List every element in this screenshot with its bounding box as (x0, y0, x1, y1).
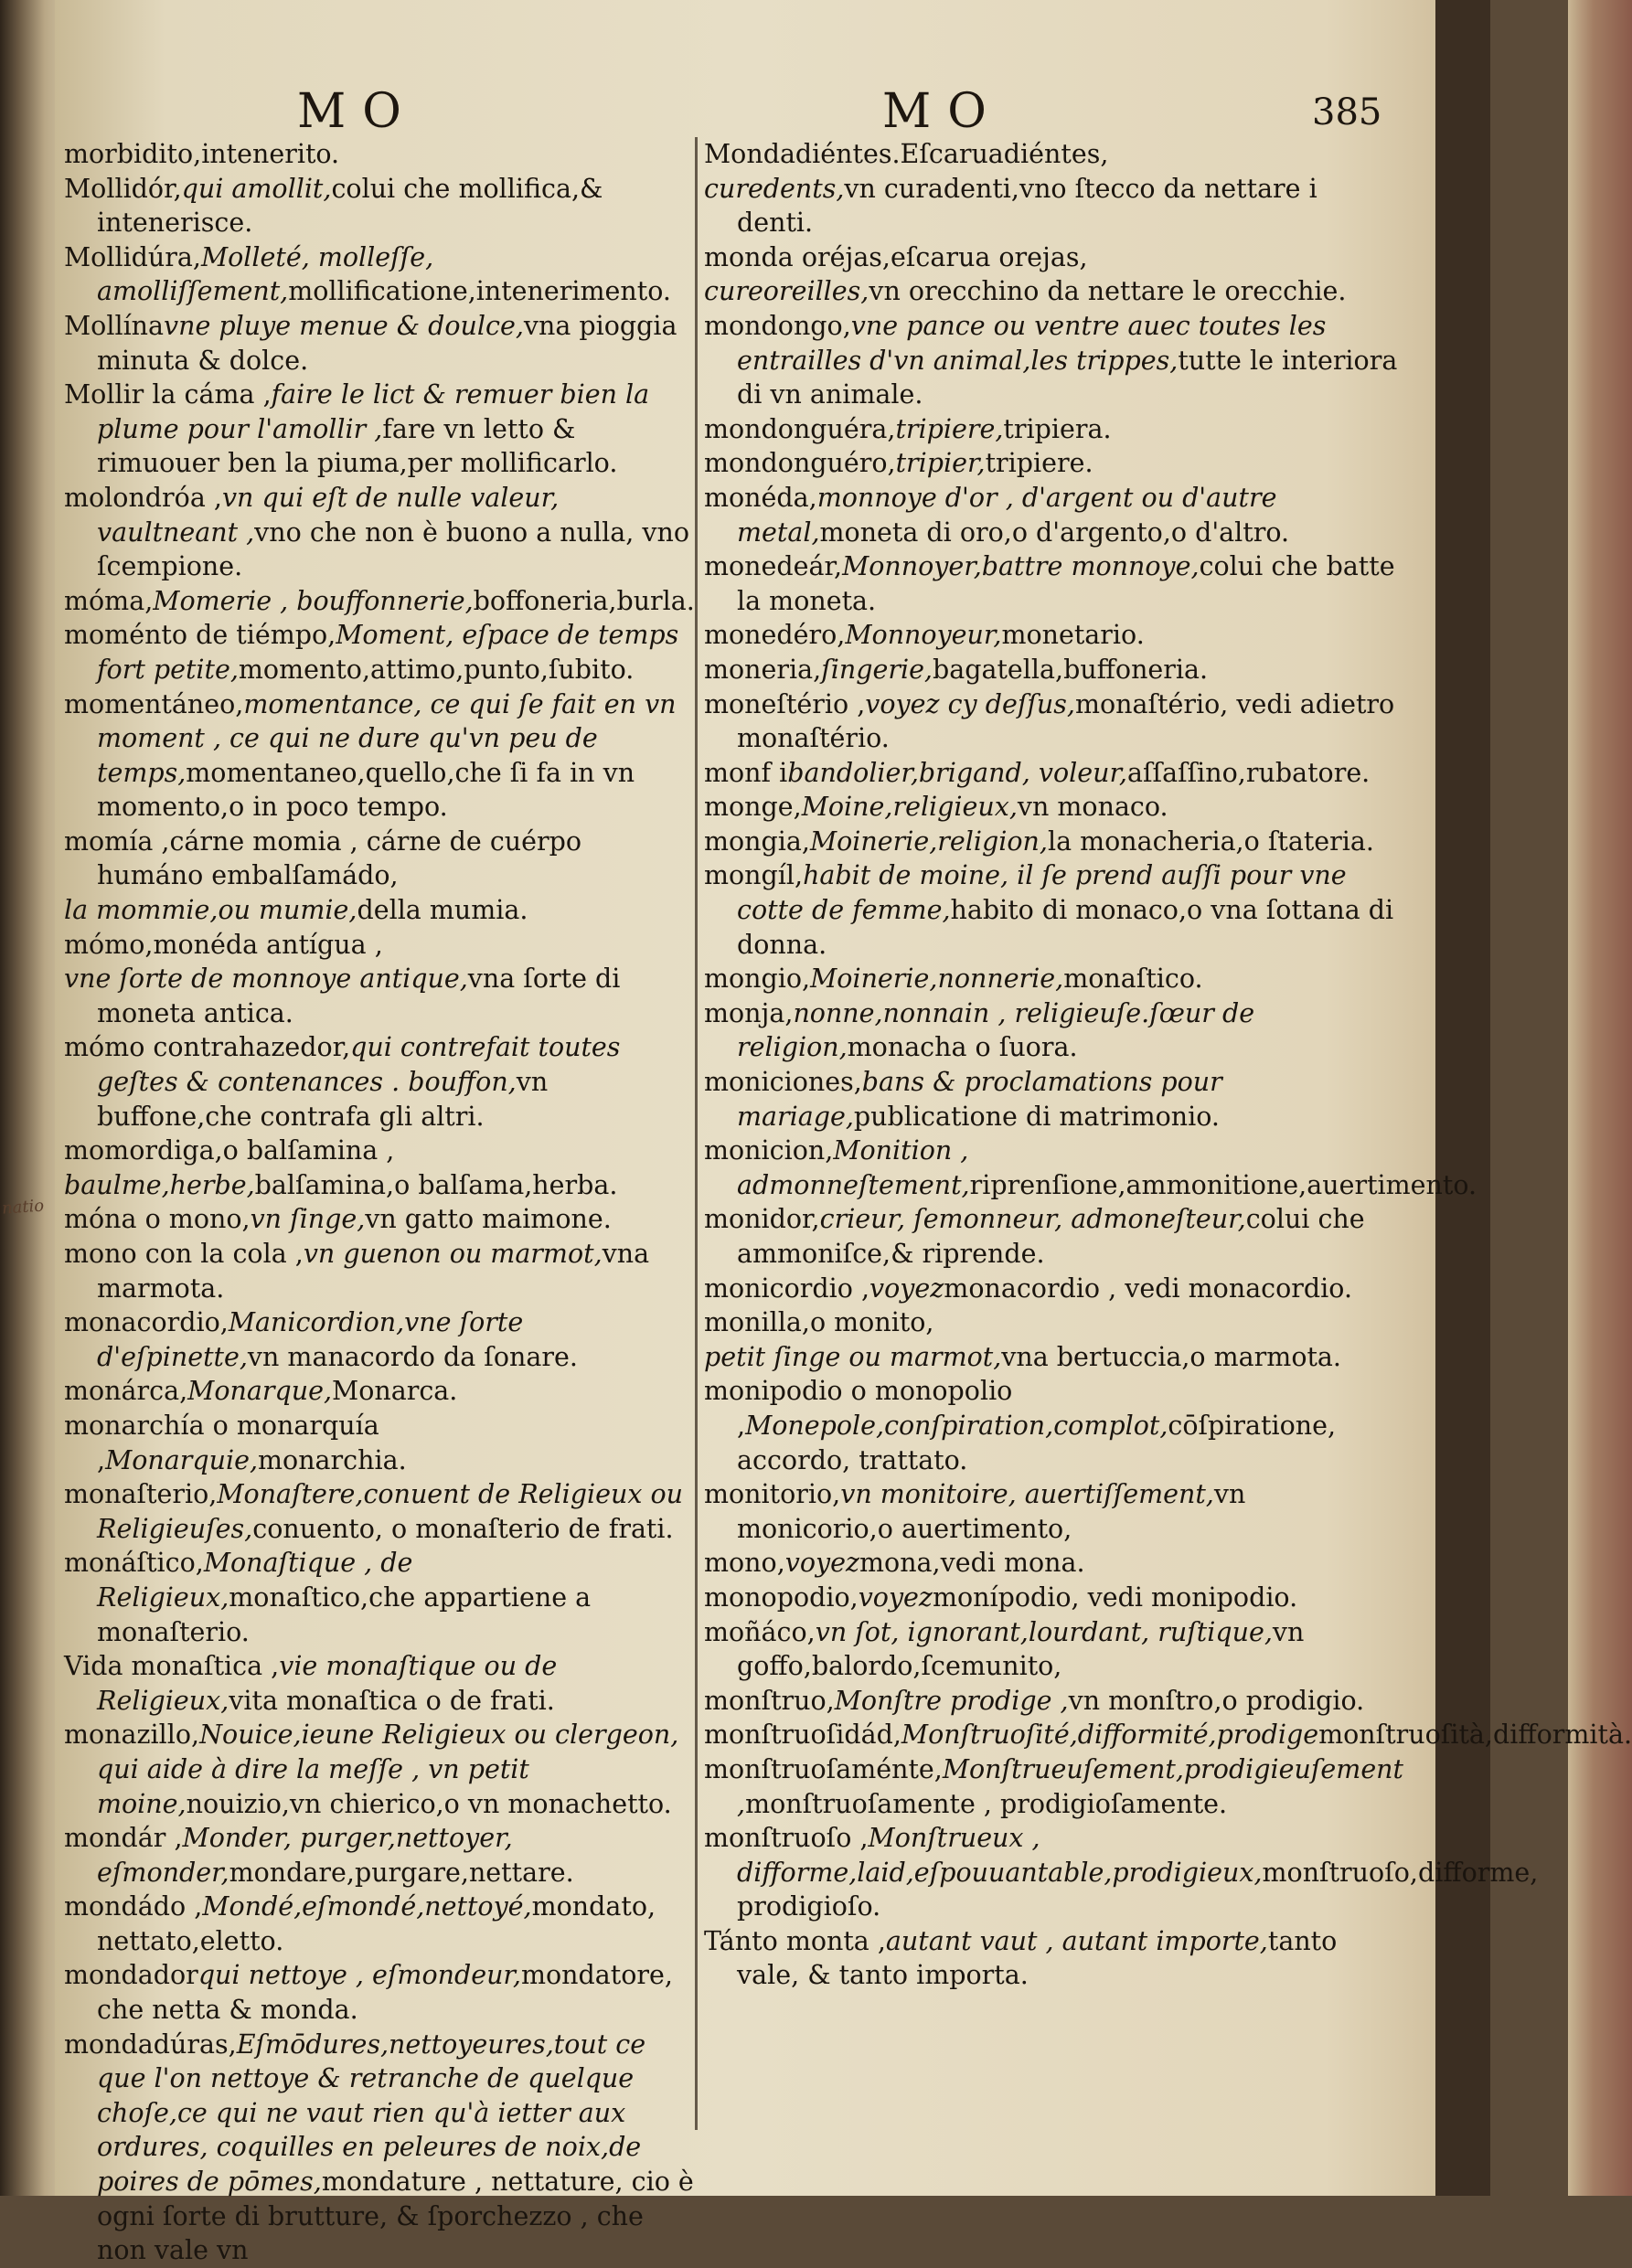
entry-french: qui amollit, (181, 173, 332, 204)
dictionary-entry (64, 584, 695, 619)
entry-french: crieur, ſemonneur, admoneſteur, (819, 1204, 1246, 1235)
entry-headword: moniciones, (704, 1067, 862, 1098)
entry-headword: monilla, (704, 1307, 810, 1338)
entry-italian: vn gatto maimone. (365, 1204, 612, 1235)
entry-french: Monſtrueux , difforme,laid,eſpouuantable,prodigieux, (737, 1823, 1263, 1888)
dictionary-entry (64, 1890, 695, 1958)
entry-italian: tripiere. (985, 448, 1093, 479)
dictionary-entry (704, 412, 1399, 447)
entry-italian: eſcarua orejas, (891, 241, 1088, 272)
entry-headword: mondonguéro, (704, 448, 896, 479)
entry-italian: monetario. (1001, 620, 1145, 651)
entry-french: vne pluye menue & doulce, (164, 310, 524, 341)
entry-italian: colui che mollifica,& intenerisce. (97, 173, 603, 239)
entry-french: tripiere, (895, 413, 1004, 444)
dictionary-entry (64, 1374, 695, 1409)
entry-french: voyez cy deſſus, (865, 688, 1075, 719)
dictionary-entry (64, 1649, 695, 1718)
entry-french: Nouice,ieune Religieux ou clergeon, qui aide à dire la meſſe , vn petit moine, (97, 1720, 679, 1819)
entry-french: Eſmōdures,nettoyeures,tout ce que l'on nettoye & retranche de quelque choſe,ce qui ne vaut rien qu'à ietter aux ordures, coquilles en peleures de noix,de poires de pōmes, (97, 2028, 646, 2198)
running-head-right: MO (882, 84, 1003, 139)
entry-headword: mómo contrahazedor, (64, 1032, 351, 1063)
entry-headword: monedéro, (704, 620, 846, 651)
dictionary-entry (704, 1065, 1399, 1134)
dictionary-entry (64, 240, 695, 309)
dictionary-entry (704, 1581, 1399, 1615)
dictionary-entry (704, 1718, 1632, 1752)
dictionary-entry (64, 481, 695, 584)
dictionary-entry (704, 756, 1399, 791)
entry-headword: mondár , (64, 1823, 183, 1854)
entry-italian: Monarca. (332, 1376, 458, 1407)
entry-italian: balſamina,o balſama,herba. (254, 1169, 618, 1200)
entry-italian: aſſaſſino,rubatore. (1127, 757, 1371, 788)
entry-french: Monition , admonneſtement, (737, 1135, 970, 1200)
entry-headword: Mondadiéntes. (704, 139, 901, 169)
dictionary-entry (704, 858, 1399, 962)
entry-french: Monarque, (187, 1376, 333, 1407)
entry-french: cureoreilles, (704, 276, 869, 307)
entry-italian: monaſtico,che appartiene a monaſterio. (97, 1581, 592, 1647)
entry-italian: vn goffo,balordo,ſcemunito, (737, 1616, 1305, 1682)
dictionary-entry (64, 172, 695, 240)
dictionary-entry (64, 309, 695, 378)
entry-italian: vna pioggia minuta & dolce. (97, 310, 677, 376)
entry-italian: la monacheria,o ſtateria. (1047, 825, 1374, 857)
entry-headword: monda oréjas, (704, 241, 891, 272)
dictionary-entry (64, 962, 695, 1030)
entry-italian: monéda antígua , (153, 929, 383, 960)
right-column (704, 137, 1632, 2177)
entry-italian: colui che batte la moneta. (737, 551, 1395, 616)
dictionary-entry (704, 962, 1399, 996)
column-divider (695, 137, 698, 2130)
entry-italian: publicatione di matrimonio. (853, 1101, 1220, 1132)
entry-french: vne pance ou ventre auec toutes les entrailles d'vn animal,les trippes, (737, 310, 1327, 376)
entry-headword: Mollidór, (64, 173, 182, 204)
entry-headword: móna o mono, (64, 1204, 251, 1235)
dictionary-entry (64, 378, 695, 481)
entry-headword: molondróa , (64, 482, 222, 513)
entry-french: monnoye d'or , d'argent ou d'autre metal, (737, 482, 1277, 548)
entry-french: Monnoyer,battre monnoye, (842, 551, 1200, 582)
running-head-left: MO (297, 84, 418, 139)
dictionary-entry (64, 1168, 695, 1203)
entry-italian: tripiera. (1003, 413, 1112, 444)
dictionary-entry (704, 240, 1399, 275)
entry-french: Moinerie,religion, (809, 825, 1048, 857)
entry-italian: morbidito,intenerito. (64, 139, 340, 169)
entry-italian: conuento, o monaſterio de frati. (252, 1513, 674, 1544)
entry-headword: monicordio , (704, 1272, 870, 1304)
dictionary-entry (64, 1237, 695, 1305)
entry-italian: o monito, (809, 1307, 934, 1338)
entry-italian: o balſamina , (222, 1135, 395, 1166)
entry-french: vn qui eſt de nulle valeur, vaultneant , (97, 482, 560, 548)
dictionary-entry (64, 1821, 695, 1890)
entry-headword: monja, (704, 997, 794, 1028)
dictionary-entry (704, 137, 1399, 172)
entry-headword: Mollína (64, 310, 165, 341)
entry-headword: mondador (64, 1960, 198, 1991)
entry-french: voyez (858, 1581, 933, 1613)
entry-italian: monſtruoſo,difforme, prodigioſo. (737, 1857, 1539, 1922)
dictionary-entry (64, 1546, 695, 1649)
entry-french: Monnoyeur, (845, 620, 1002, 651)
entry-italian: cárne momia , cárne de cuérpo humáno embalſamádo, (97, 825, 582, 891)
entry-french: baulme,herbe, (64, 1169, 255, 1200)
entry-headword: mongíl, (704, 860, 804, 891)
entry-french: Monepole,conſpiration,complot, (745, 1410, 1168, 1441)
entry-headword: mono, (704, 1548, 785, 1579)
entry-french: vn ſinge, (250, 1204, 366, 1235)
dictionary-entry (64, 893, 695, 928)
dictionary-entry (704, 172, 1399, 240)
entry-headword: monarchía o monarquía , (64, 1410, 379, 1475)
entry-french: qui nettoye , eſmondeur, (197, 1960, 521, 1991)
entry-italian: mondature , nettature, cio è ogni ſorte di brutture, & ſporchezzo , che non vale vn (97, 2167, 694, 2266)
dictionary-entry (64, 1030, 695, 1134)
dictionary-entry (64, 137, 695, 172)
entry-italian: tanto vale, & tanto importa. (737, 1925, 1338, 1991)
margin-note: natio (1, 1196, 45, 1219)
entry-headword: Tánto monta , (704, 1925, 886, 1956)
dictionary-entry (704, 446, 1399, 481)
entry-french: Mondé,eſmondé,nettoyé, (202, 1891, 532, 1922)
entry-french: curedents, (704, 173, 845, 204)
dictionary-entry (64, 2028, 695, 2268)
dictionary-entry (704, 549, 1399, 618)
dictionary-entry (64, 687, 695, 825)
entry-italian: mollificatione,intenerimento. (288, 276, 671, 307)
entry-italian: della mumia. (357, 895, 528, 926)
entry-french: la mommie,ou mumie, (64, 895, 357, 926)
entry-headword: mondonguéra, (704, 413, 896, 444)
entry-headword: mondadúras, (64, 2028, 237, 2060)
entry-italian: monacha o ſuora. (847, 1032, 1078, 1063)
entry-headword: Mollidúra, (64, 241, 201, 272)
entry-french: vn ſot, ignorant,lourdant, ruſtique, (815, 1616, 1273, 1647)
entry-headword: monazillo, (64, 1720, 200, 1751)
entry-italian: vn buffone,che contrafa gli altri. (97, 1067, 549, 1132)
entry-italian: monaſtério, vedi adietro monaſtério. (737, 688, 1395, 754)
entry-french: Momerie , bouffonnerie, (153, 585, 474, 616)
entry-headword: monedeár, (704, 551, 843, 582)
entry-headword: monf i (704, 757, 788, 788)
entry-french: Monaſtere,conuent de Religieux ou Religieuſes, (97, 1479, 683, 1544)
entry-italian: vn monſtro,o prodigio. (1068, 1685, 1365, 1716)
entry-italian: mondatore, che netta & monda. (97, 1960, 673, 2026)
entry-italian: momento,attimo,punto,ſubito. (238, 654, 635, 685)
entry-french: voyez (784, 1548, 860, 1579)
dictionary-entry (704, 1684, 1399, 1719)
entry-headword: momentáneo, (64, 688, 244, 719)
entry-headword: Vida monaſtica , (64, 1651, 280, 1682)
entry-headword: monſtruoſaménte, (704, 1753, 943, 1784)
entry-italian: nouizio,vn chierico,o vn monachetto. (186, 1788, 672, 1819)
entry-headword: mongia, (704, 825, 810, 857)
entry-french: habit de moine, il ſe prend auſſi pour vne cotte de femme, (737, 860, 1347, 926)
entry-italian: habito di monaco,o vna ſottana di donna. (737, 895, 1394, 960)
entry-french: petit ſinge ou marmot, (704, 1341, 1002, 1372)
entry-french: tripier, (895, 448, 986, 479)
entry-italian: monarchia. (258, 1444, 407, 1475)
entry-italian: mondare,purgare,nettare. (229, 1857, 574, 1888)
entry-headword: monopodio, (704, 1581, 859, 1613)
dictionary-entry (704, 1272, 1399, 1306)
dictionary-entry (64, 1134, 695, 1168)
entry-headword: moménto de tiémpo, (64, 620, 336, 651)
dictionary-entry (704, 618, 1399, 653)
dictionary-entry (704, 1374, 1399, 1477)
entry-french: ſingerie, (821, 654, 933, 685)
entry-french: bandolier,brigand, voleur, (787, 757, 1127, 788)
dictionary-entry (704, 481, 1399, 549)
entry-headword: mongio, (704, 964, 811, 995)
entry-french: nonne,nonnain , religieuſe.ſœur de religion, (737, 997, 1255, 1063)
entry-headword: mondongo, (704, 310, 851, 341)
entry-headword: monárca, (64, 1376, 188, 1407)
entry-italian: Eſcaruadiéntes, (900, 139, 1109, 169)
entry-headword: monáſtico, (64, 1548, 204, 1579)
page-number: 385 (1312, 91, 1382, 133)
entry-french: bans & proclamations pour mariage, (737, 1067, 1222, 1132)
entry-headword: Mollir la cáma , (64, 379, 272, 410)
dictionary-entry (64, 1477, 695, 1546)
entry-headword: monicion, (704, 1135, 834, 1166)
entry-french: Molleté, molleſſe, amolliſſement, (97, 241, 434, 307)
entry-french: Monſtrueuſement,prodigieuſement , (737, 1753, 1403, 1819)
entry-french: Moment, eſpace de temps fort petite, (97, 620, 679, 685)
entry-italian: monacordio , vedi monacordio. (944, 1272, 1353, 1304)
entry-italian: vn monaco. (1017, 792, 1168, 823)
entry-headword: monaſterio, (64, 1479, 218, 1510)
entry-italian: monſtruoſamente , prodigioſamente. (745, 1788, 1228, 1819)
dictionary-entry (704, 653, 1399, 687)
dictionary-entry (704, 1134, 1477, 1202)
entry-italian: mona,vedi mona. (859, 1548, 1085, 1579)
entry-french: faire le lict & remuer bien la plume pour l'amollir , (97, 379, 650, 444)
dictionary-entry (704, 687, 1399, 756)
entry-headword: monſtruoſidád, (704, 1720, 901, 1751)
entry-italian: bagatella,buffoneria. (933, 654, 1209, 685)
dictionary-entry (704, 1924, 1399, 1993)
entry-italian: monípodio, vedi monipodio. (932, 1581, 1298, 1613)
entry-headword: mondádo , (64, 1891, 203, 1922)
entry-headword: monidor, (704, 1204, 820, 1235)
entry-french: vne ſorte de monnoye antique, (64, 964, 468, 995)
dictionary-entry (64, 825, 695, 893)
dictionary-entry (64, 1202, 695, 1237)
dictionary-entry (704, 309, 1399, 412)
entry-french: autant vaut , autant importe, (885, 1925, 1268, 1956)
entry-italian: vn curadenti,vno ſtecco da nettare i denti. (737, 173, 1317, 239)
dictionary-entry (704, 1202, 1399, 1271)
dictionary-entry (704, 825, 1399, 859)
entry-italian: cōſpiratione, accordo, trattato. (737, 1410, 1337, 1475)
entry-italian: boffoneria,burla. (473, 585, 695, 616)
dictionary-entry (64, 1718, 695, 1821)
entry-french: Monarquie, (105, 1444, 259, 1475)
entry-italian: riprenſione,ammonitione,auertimento. (969, 1169, 1477, 1200)
entry-headword: monipodio o monopolio , (704, 1376, 1013, 1441)
entry-italian: vn monicorio,o auertimento, (737, 1479, 1246, 1544)
entry-french: vn monitoire, auertiſſement, (840, 1479, 1214, 1510)
dictionary-entry (64, 1305, 695, 1374)
dictionary-entry (704, 996, 1399, 1065)
entry-italian: vna ſorte di moneta antica. (97, 964, 621, 1028)
dictionary-page (55, 0, 1632, 2266)
entry-italian: tutte le interiora di vn animale. (737, 345, 1398, 410)
dictionary-entry (64, 928, 695, 963)
entry-french: Moinerie,nonnerie, (810, 964, 1064, 995)
dictionary-entry (704, 1752, 1403, 1821)
entry-italian: vno che non è buono a nulla, vno ſcempione. (97, 516, 689, 582)
entry-french: momentance, ce qui ſe fait en vn moment , ce qui ne dure qu'vn peu de temps, (97, 688, 677, 788)
entry-headword: monéda, (704, 482, 817, 513)
page-edge (1568, 0, 1632, 2196)
entry-headword: monſtruo, (704, 1685, 835, 1716)
dictionary-entry (704, 790, 1399, 825)
entry-headword: móma, (64, 585, 154, 616)
entry-italian: moneta di oro,o d'argento,o d'altro. (819, 516, 1290, 548)
dictionary-entry (704, 1821, 1539, 1924)
dictionary-entry (704, 1546, 1399, 1581)
entry-headword: monacordio, (64, 1307, 229, 1338)
entry-italian: vn manacordo da ſonare. (247, 1341, 578, 1372)
entry-headword: monſtruoſo , (704, 1823, 869, 1854)
entry-french: vn guenon ou marmot, (303, 1239, 603, 1269)
entry-italian: vna marmota. (97, 1239, 650, 1304)
entry-italian: vita monaſtica o de frati. (229, 1685, 555, 1716)
entry-italian: momentaneo,quello,che ſi fa in vn momento,o in poco tempo. (97, 757, 635, 823)
entry-italian: vn orecchino da nettare le orecchie. (869, 276, 1347, 307)
entry-french: Moine,religieux, (801, 792, 1018, 823)
entry-headword: mómo, (64, 929, 154, 960)
entry-headword: monitorio, (704, 1479, 841, 1510)
entry-italian: vna bertuccia,o marmota. (1001, 1341, 1341, 1372)
entry-headword: moneſtério , (704, 688, 866, 719)
entry-french: voyez (869, 1272, 944, 1304)
entry-headword: moneria, (704, 654, 822, 685)
entry-italian: fare vn letto & rimuouer ben la piuma,per mollificarlo. (97, 413, 618, 479)
entry-headword: monge, (704, 792, 802, 823)
dictionary-entry (64, 1958, 695, 2027)
entry-french: Monſtruoſité,difformité,prodige (901, 1720, 1319, 1751)
dictionary-entry (64, 1409, 695, 1477)
entry-french: Monaſtique , de Religieux, (97, 1548, 413, 1613)
left-column (64, 137, 695, 2266)
dictionary-entry (704, 1615, 1399, 1684)
entry-french: Manicordion,vne ſorte d'eſpinette, (97, 1307, 524, 1372)
entry-french: Monſtre prodige , (834, 1685, 1069, 1716)
dictionary-entry (704, 1477, 1399, 1546)
dictionary-entry (64, 618, 695, 687)
entry-italian: colui che ammoniſce,& riprende. (737, 1204, 1365, 1269)
dictionary-entry (704, 1340, 1399, 1375)
entry-french: qui contrefait toutes geſtes & contenances . bouffon, (97, 1032, 621, 1098)
entry-italian: monſtruoſità,difformità. (1318, 1720, 1632, 1751)
entry-french: Monder, purger,nettoyer, eſmonder, (97, 1823, 513, 1888)
entry-italian: monaſtico. (1063, 964, 1203, 995)
entry-italian: mondato, nettato,eletto. (97, 1891, 656, 1956)
entry-headword: momía , (64, 825, 170, 857)
entry-headword: moñáco, (704, 1616, 816, 1647)
dictionary-entry (704, 1305, 1399, 1340)
dictionary-entry (704, 274, 1399, 309)
entry-french: vie monaſtique ou de Religieux, (97, 1651, 558, 1716)
entry-headword: momordiga, (64, 1135, 223, 1166)
entry-headword: mono con la cola , (64, 1239, 304, 1269)
